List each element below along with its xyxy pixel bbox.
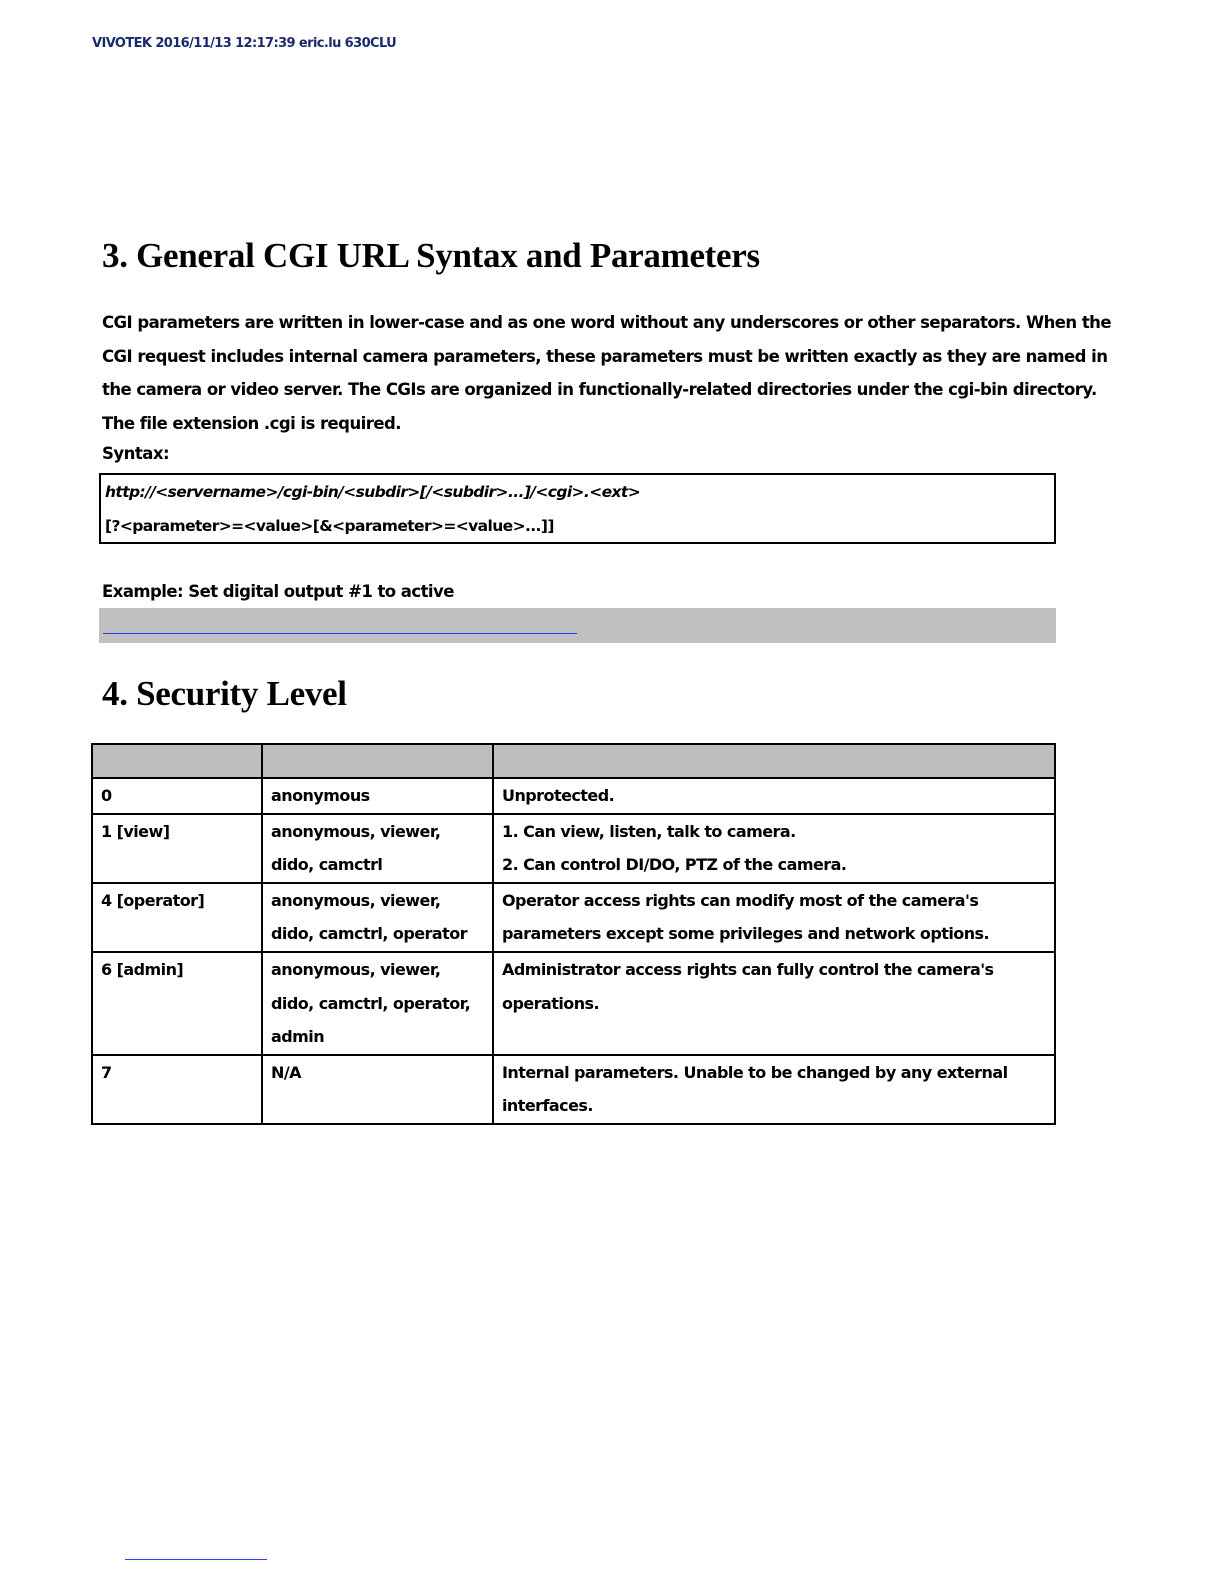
description-cell xyxy=(493,814,1055,883)
description-text: interfaces. xyxy=(502,1096,593,1116)
table-header-cell xyxy=(493,744,1055,778)
level-cell xyxy=(92,1055,262,1124)
level-text: 6 [admin] xyxy=(101,959,184,979)
table-header-cell xyxy=(92,744,262,778)
users-cell xyxy=(262,883,493,952)
example-link[interactable] xyxy=(103,633,577,634)
users-cell xyxy=(262,814,493,883)
paragraph-line: the camera or video server. The CGIs are organized in functionally-related directories under the cgi-bin directory. xyxy=(102,380,1097,400)
users-text: anonymous, viewer, xyxy=(271,959,441,979)
description-text: 2. Can control DI/DO, PTZ of the camera. xyxy=(502,855,847,875)
users-cell xyxy=(262,778,493,814)
description-text: 1. Can view, listen, talk to camera. xyxy=(502,821,796,841)
level-text: 4 [operator] xyxy=(101,890,205,910)
description-text: parameters except some privileges and network options. xyxy=(502,924,990,944)
users-text: dido, camctrl xyxy=(271,855,383,875)
level-cell xyxy=(92,778,262,814)
table-row xyxy=(92,778,1055,814)
syntax-box xyxy=(99,473,1056,544)
table-row xyxy=(92,1055,1055,1124)
description-text: Internal parameters. Unable to be changed by any external xyxy=(502,1062,1008,1082)
section-3-paragraph xyxy=(102,306,1111,440)
description-text: Unprotected. xyxy=(502,786,615,805)
description-cell xyxy=(493,952,1055,1055)
users-text: anonymous xyxy=(271,786,370,805)
description-cell xyxy=(493,778,1055,814)
level-cell xyxy=(92,883,262,952)
description-cell xyxy=(493,883,1055,952)
paragraph-line: CGI request includes internal camera parameters, these parameters must be written exactly as they are named in xyxy=(102,346,1108,366)
section-3-title: 3. General CGI URL Syntax and Parameters xyxy=(102,236,760,275)
paragraph-line: The file extension .cgi is required. xyxy=(102,413,401,433)
users-text: dido, camctrl, operator xyxy=(271,924,468,944)
table-header-cell xyxy=(262,744,493,778)
example-label: Example: Set digital output #1 to active xyxy=(102,582,454,601)
table-row xyxy=(92,952,1055,1055)
page-header-stamp: VIVOTEK 2016/11/13 12:17:39 eric.lu 630CLU xyxy=(92,36,397,51)
users-text: dido, camctrl, operator, xyxy=(271,993,471,1013)
footnote-link-rule[interactable] xyxy=(125,1559,267,1560)
users-text: N/A xyxy=(271,1062,301,1082)
syntax-url-line: http://<servername>/cgi-bin/<subdir>[/<subdir>...]/<cgi>.<ext> xyxy=(105,483,641,501)
level-cell xyxy=(92,952,262,1055)
description-text: Administrator access rights can fully control the camera's xyxy=(502,959,994,979)
paragraph-line: CGI parameters are written in lower-case and as one word without any underscores or other separators. When the xyxy=(102,313,1111,332)
description-text: operations. xyxy=(502,993,600,1013)
level-cell xyxy=(92,814,262,883)
syntax-label: Syntax: xyxy=(102,444,170,463)
users-text: admin xyxy=(271,1027,325,1047)
users-text: anonymous, viewer, xyxy=(271,890,441,910)
table-row xyxy=(92,814,1055,883)
description-cell xyxy=(493,1055,1055,1124)
section-4-title: 4. Security Level xyxy=(102,674,347,713)
level-text: 7 xyxy=(101,1062,112,1082)
syntax-params-line: [?<parameter>=<value>[&<parameter>=<value>...]] xyxy=(105,517,554,535)
security-level-table xyxy=(91,743,1056,1125)
users-cell xyxy=(262,1055,493,1124)
table-header-row xyxy=(92,744,1055,778)
description-text: Operator access rights can modify most of the camera's xyxy=(502,890,979,910)
users-cell xyxy=(262,952,493,1055)
example-code-box xyxy=(99,608,1056,643)
table-row xyxy=(92,883,1055,952)
users-text: anonymous, viewer, xyxy=(271,821,441,841)
level-text: 1 [view] xyxy=(101,821,170,841)
level-text: 0 xyxy=(101,786,112,805)
